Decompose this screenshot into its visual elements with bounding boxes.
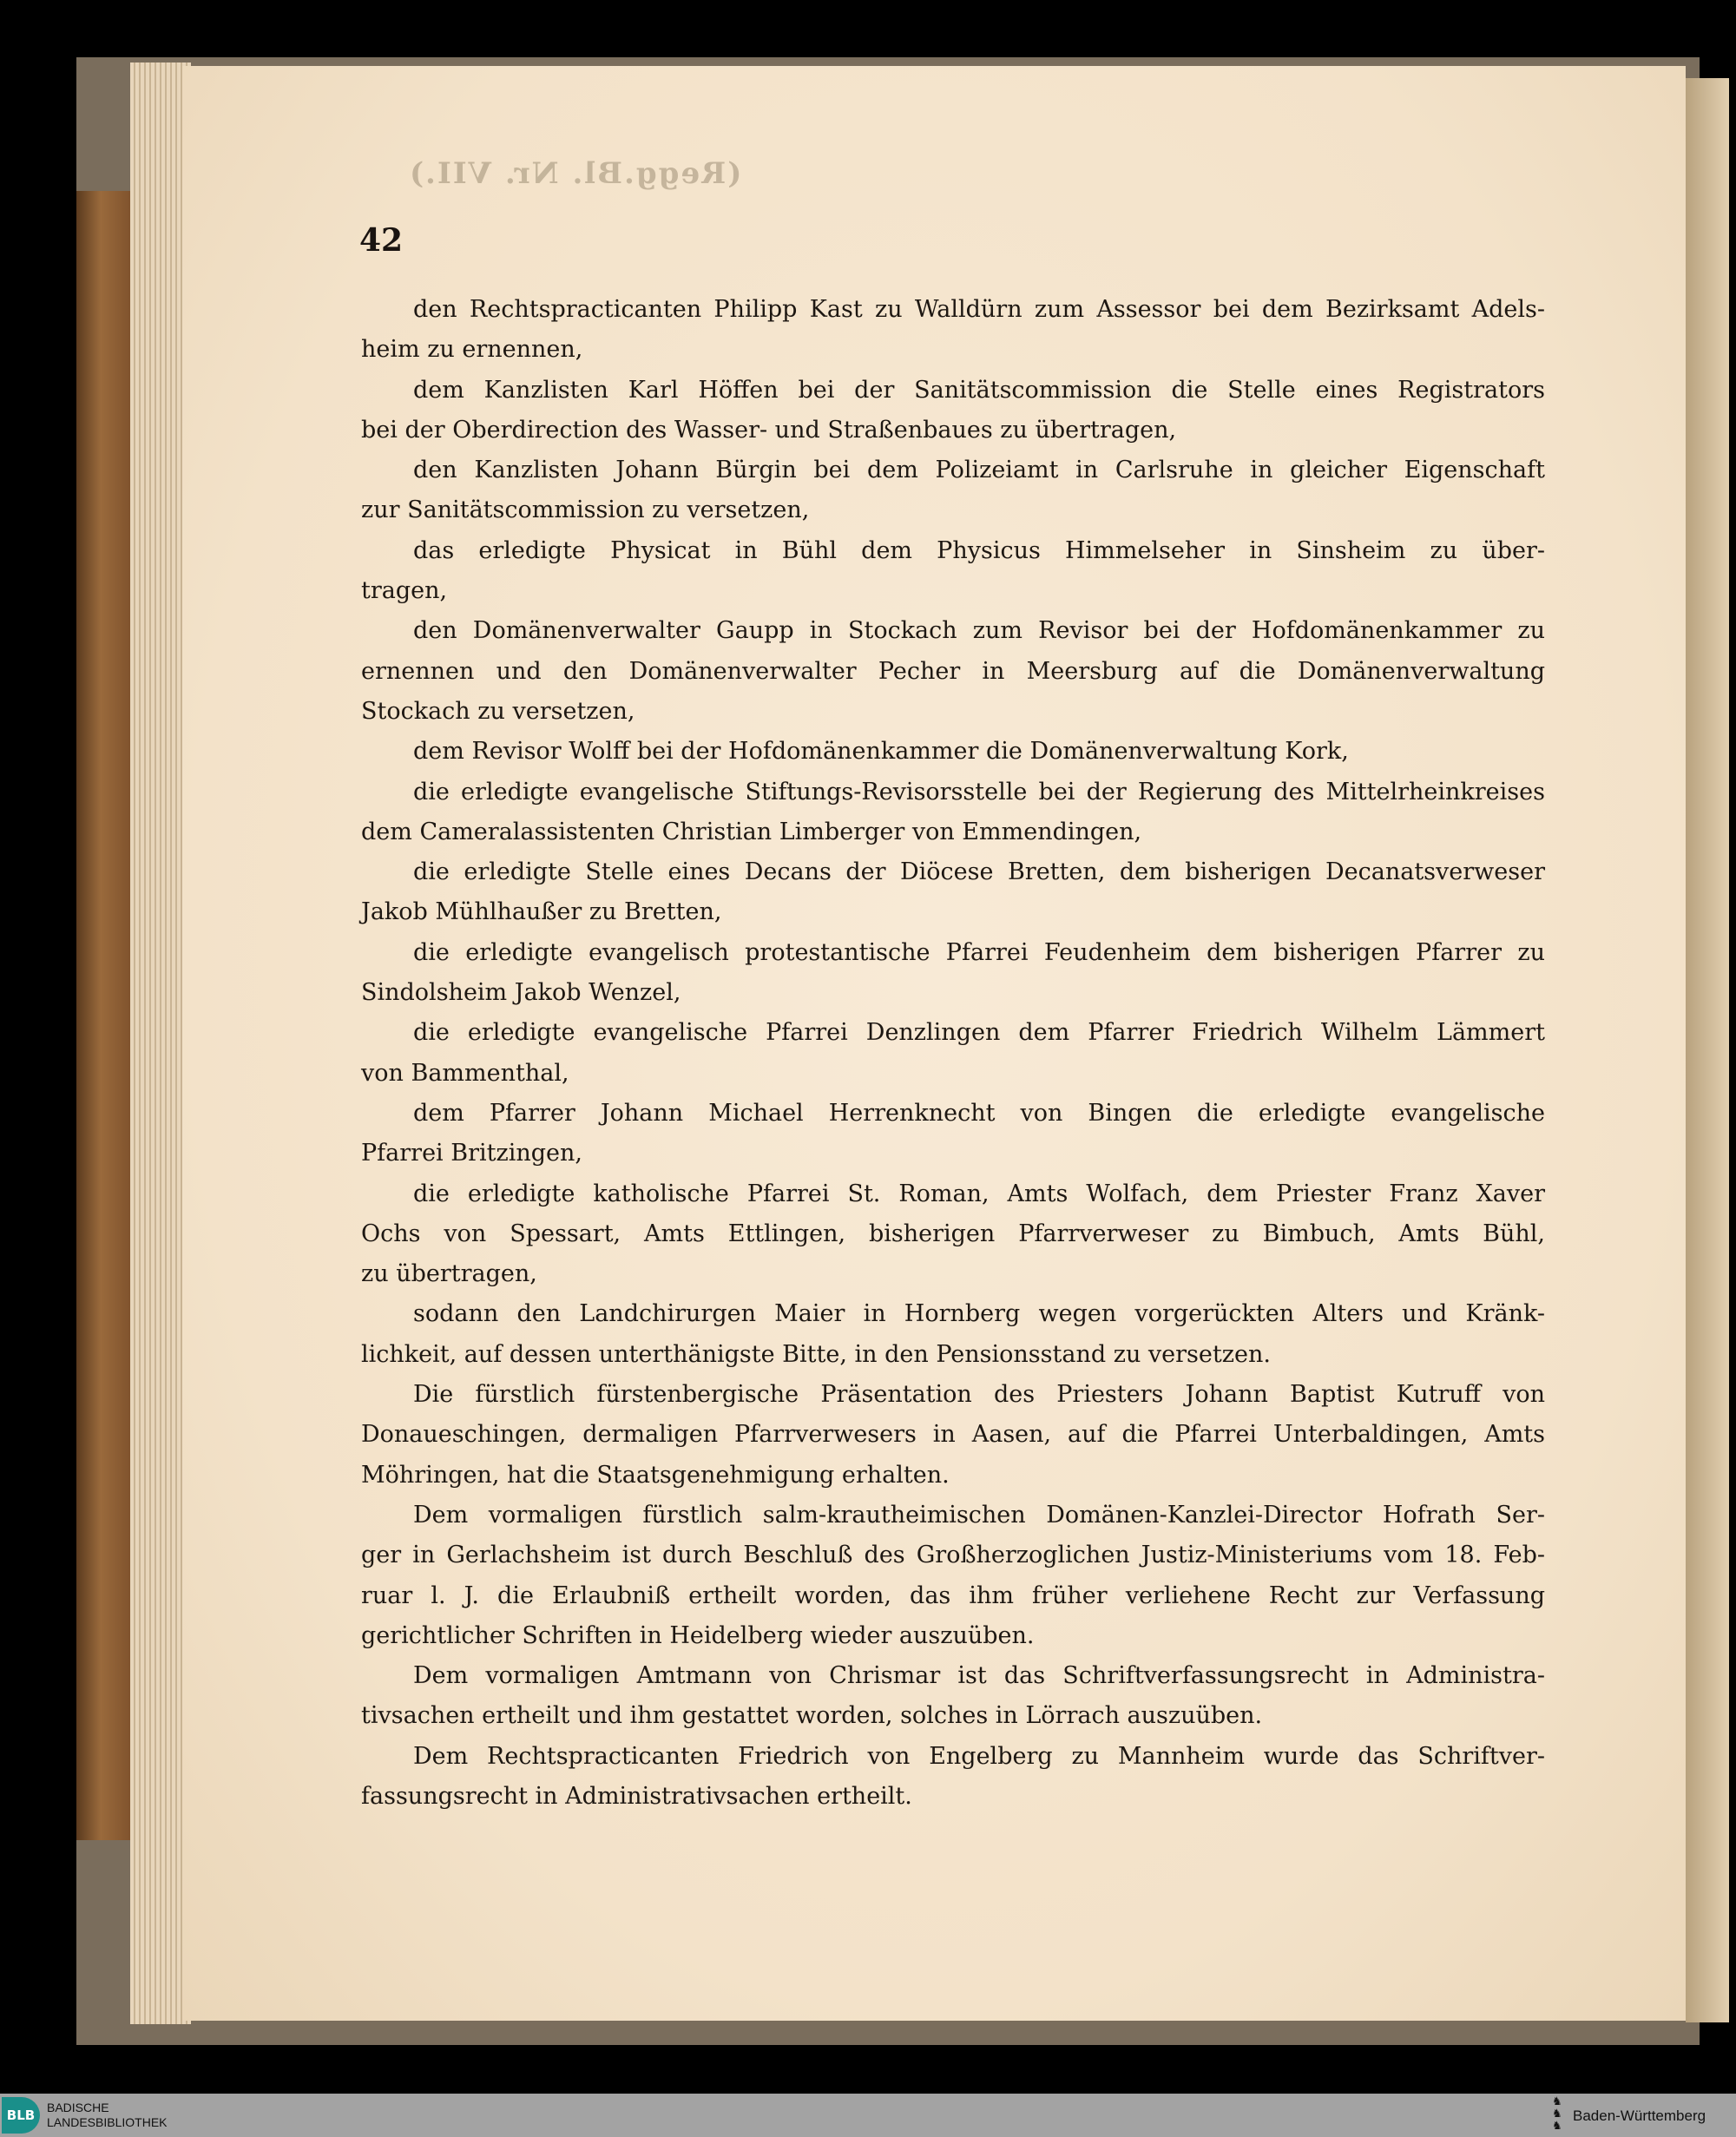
text-line: ruar l. J. die Erlaubniß ertheilt worden, das ihm früher verliehene Recht zur Verfassung (361, 1581, 1545, 1609)
text-line: dem Pfarrer Johann Michael Herrenknecht von Bingen die erledigte evangelische (413, 1099, 1545, 1127)
text-line: die erledigte evangelische Stiftungs-Revisorsstelle bei der Regierung des Mittelrheinkreises (413, 778, 1545, 805)
text-line: Dem vormaligen fürstlich salm-krautheimischen Domänen-Kanzlei-Director Hofrath Ser- (413, 1501, 1545, 1529)
text-line: heim zu ernennen, (361, 336, 583, 364)
text-line: den Domänenverwalter Gaupp in Stockach zum Revisor bei der Hofdomänenkammer zu (413, 617, 1545, 645)
page-body-text (361, 290, 1545, 1817)
text-line: Möhringen, hat die Staatsgenehmigung erhalten. (361, 1461, 950, 1489)
partner-name[interactable]: Baden-Württemberg (1573, 2107, 1706, 2124)
text-line: die erledigte evangelische Pfarrei Denzlingen dem Pfarrer Friedrich Wilhelm Lämmert (413, 1019, 1545, 1047)
text-line: Jakob Mühlhaußer zu Bretten, (361, 898, 722, 926)
text-line: sodann den Landchirurgen Maier in Hornberg wegen vorgerückten Alters und Kränk- (413, 1300, 1545, 1328)
text-line: Die fürstlich fürstenbergische Präsentation des Priesters Johann Baptist Kutruff von (413, 1381, 1545, 1409)
text-line: ger in Gerlachsheim ist durch Beschluß des Großherzoglichen Justiz-Ministeriums vom 18. Feb- (361, 1542, 1545, 1569)
text-line: ernennen und den Domänenverwalter Pecher in Meersburg auf die Domänenverwaltung (361, 657, 1545, 685)
library-name-line1: BADISCHE (47, 2101, 109, 2114)
text-line: die erledigte Stelle eines Decans der Diöcese Bretten, dem bisherigen Decanatsverweser (413, 858, 1545, 886)
text-line: Dem Rechtspracticanten Friedrich von Engelberg zu Mannheim wurde das Schriftver- (413, 1742, 1545, 1770)
text-line: die erledigte katholische Pfarrei St. Roman, Amts Wolfach, dem Priester Franz Xaver (413, 1180, 1545, 1207)
text-line: dem Kanzlisten Karl Höffen bei der Sanitätscommission die Stelle eines Registrators (413, 376, 1545, 404)
text-line: die erledigte evangelisch protestantische Pfarrei Feudenheim dem bisherigen Pfarrer zu (413, 938, 1545, 966)
library-name[interactable] (47, 2101, 168, 2130)
text-line: Donaueschingen, dermaligen Pfarrverwesers in Aasen, auf die Pfarrei Unterbaldingen, Amts (361, 1421, 1545, 1449)
text-line: Ochs von Spessart, Amts Ettlingen, bisherigen Pfarrverweser zu Bimbuch, Amts Bühl, (361, 1220, 1545, 1247)
next-page-edge (1686, 78, 1729, 2022)
text-line: tragen, (361, 577, 448, 605)
text-line: bei der Oberdirection des Wasser- und Straßenbaues zu übertragen, (361, 416, 1177, 444)
library-name-line2: LANDESBIBLIOTHEK (47, 2115, 168, 2129)
text-line: zur Sanitätscommission zu versetzen, (361, 496, 810, 524)
text-line: das erledigte Physicat in Bühl dem Physicus Himmelseher in Sinsheim zu über- (413, 536, 1545, 564)
text-line: Pfarrei Britzingen, (361, 1140, 582, 1167)
text-line: tivsachen ertheilt und ihm gestattet worden, solches in Lörrach auszuüben. (361, 1702, 1263, 1730)
show-through-header: (Regg.Bl. Nr. VII.) (408, 156, 742, 191)
baden-wuerttemberg-lions-icon: ♞ ♞ ♞ (1552, 2095, 1562, 2133)
text-line: von Bammenthal, (361, 1059, 569, 1087)
text-line: gerichtlicher Schriften in Heidelberg wieder auszuüben. (361, 1621, 1035, 1649)
text-line: fassungsrecht in Administrativsachen ertheilt. (361, 1782, 912, 1810)
text-line: den Kanzlisten Johann Bürgin bei dem Polizeiamt in Carlsruhe in gleicher Eigenschaft (413, 457, 1545, 484)
text-line: dem Cameralassistenten Christian Limberger von Emmendingen, (361, 818, 1142, 845)
text-line: lichkeit, auf dessen unterthänigste Bitte, in den Pensionsstand zu versetzen. (361, 1340, 1271, 1368)
book-binding (76, 191, 137, 1840)
text-line: Stockach zu versetzen, (361, 697, 635, 725)
text-line: den Rechtspracticanten Philipp Kast zu Walldürn zum Assessor bei dem Bezirksamt Adels- (413, 296, 1545, 323)
text-line: Sindolsheim Jakob Wenzel, (361, 979, 681, 1007)
text-line: dem Revisor Wolff bei der Hofdomänenkammer die Domänenverwaltung Kork, (413, 738, 1349, 766)
text-line: zu übertragen, (361, 1260, 537, 1288)
blb-logo-icon[interactable]: BLB (2, 2097, 40, 2134)
footer-bar (0, 2094, 1736, 2137)
text-line: Dem vormaligen Amtmann von Chrismar ist das Schriftverfassungsrecht in Administra- (413, 1662, 1545, 1690)
page-number: 42 (359, 222, 404, 259)
